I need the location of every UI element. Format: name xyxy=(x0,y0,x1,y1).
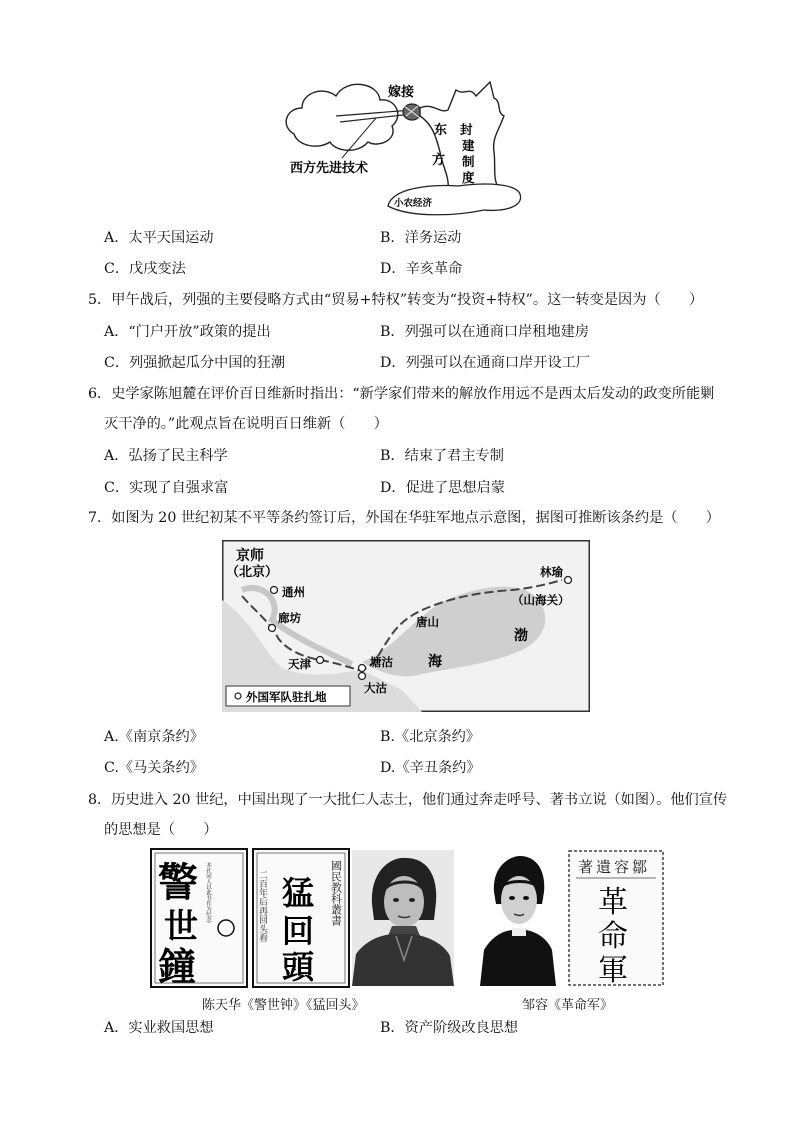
book2-title-3: 頭 xyxy=(282,948,315,986)
portrait-chen-tianhua xyxy=(352,850,454,986)
q5-option-a: A．“门户开放”政策的提出 xyxy=(104,324,271,340)
label-soil: 小农经济 xyxy=(394,198,433,209)
q5-option-b: B．列强可以在通商口岸租地建房 xyxy=(380,324,590,340)
q6-stem-line2: 灭干净的。”此观点旨在说明百日维新（ ） xyxy=(104,416,388,432)
book3-title-3: 軍 xyxy=(598,953,628,986)
label-feudal-1: 封 xyxy=(460,122,473,137)
book3-title-2: 命 xyxy=(598,919,628,954)
map-label-linyu: 林瑜 xyxy=(540,565,563,579)
caption-zou-rong: 邹容《革命军》 xyxy=(522,998,614,1013)
caption-chen-tianhua: 陈天华《警世钟》《猛回头》 xyxy=(202,998,365,1013)
map-label-tianjin: 天津 xyxy=(288,657,311,671)
map-legend-text: 外国军队驻扎地 xyxy=(246,690,327,704)
grafting-figure xyxy=(280,72,540,220)
map-label-tangshan: 唐山 xyxy=(416,615,439,629)
book3-title-1: 革 xyxy=(598,885,628,920)
portrait-zou-rong xyxy=(478,852,558,986)
q8-stem-line2: 的思想是（ ） xyxy=(104,822,218,838)
label-feudal-2: 建 xyxy=(462,138,475,153)
label-west: 西方先进技术 xyxy=(290,161,369,176)
map-label-dagu: 大沽 xyxy=(364,681,387,695)
map-label-tongzhou: 通州 xyxy=(282,585,305,599)
label-feudal-4: 度 xyxy=(462,170,475,185)
map-label-tanggu: 塘沽 xyxy=(370,655,393,669)
map-label-langfang: 廊坊 xyxy=(278,611,301,625)
book2-note: 二百年后再回头看 xyxy=(257,870,267,942)
q6-option-d: D．促进了思想启蒙 xyxy=(380,480,505,496)
book-menghuitou-cover xyxy=(252,848,350,988)
book2-title-1: 猛 xyxy=(282,874,315,912)
q7-option-c: C.《马关条约》 xyxy=(104,760,204,776)
q7-option-d: D.《辛丑条约》 xyxy=(380,760,481,776)
q7-stem: 7．如图为 20 世纪初某不平等条约签订后，外国在华驻军地点示意图，据图可推断该条约是（ ） xyxy=(88,510,720,526)
q8-option-b: B．资产阶级改良思想 xyxy=(380,1020,519,1036)
book-gemingjun-cover xyxy=(568,850,664,986)
map-label-hai: 海 xyxy=(428,654,442,670)
map-label-shanhaiguan: （山海关） xyxy=(512,593,570,607)
q5-stem: 5．甲午战后，列强的主要侵略方式由“贸易+特权”转变为“投资+特权”。这一转变是因为（ ） xyxy=(88,292,704,308)
q8-option-a: A．实业救国思想 xyxy=(104,1020,214,1036)
label-feudal-3: 制 xyxy=(462,154,475,169)
q4-option-a: A．太平天国运动 xyxy=(104,230,214,246)
q7-option-b: B.《北京条约》 xyxy=(380,729,481,745)
book-jingshizhong-cover xyxy=(150,848,248,988)
book1-side: 本社同人以此书作为纪念 xyxy=(205,862,211,923)
label-east-1: 东 xyxy=(434,123,448,138)
q4-option-c: C．戊戌变法 xyxy=(104,261,186,277)
q6-option-b: B．结束了君主专制 xyxy=(380,448,504,464)
garrison-map xyxy=(222,540,590,712)
book2-side: 國民教科叢書 xyxy=(329,860,343,926)
q5-option-d: D．列强可以在通商口岸开设工厂 xyxy=(380,355,591,371)
q5-option-c: C．列强掀起瓜分中国的狂潮 xyxy=(104,355,286,371)
q4-option-d: D．辛亥革命 xyxy=(380,261,463,277)
q7-option-a: A.《南京条约》 xyxy=(104,729,204,745)
book1-title-3: 鐘 xyxy=(158,945,197,988)
map-label-beijing: （北京） xyxy=(226,565,279,580)
book1-title-2: 世 xyxy=(164,907,198,947)
map-label-bo: 渤 xyxy=(514,628,528,644)
label-east-2: 方 xyxy=(432,153,446,168)
label-graft: 嫁接 xyxy=(388,85,415,100)
q6-stem-line1: 6．史学家陈旭麓在评价百日维新时指出：“新学家们带来的解放作用远不是西太后发动的政变所能剿 xyxy=(88,386,715,402)
q6-option-c: C．实现了自强求富 xyxy=(104,480,229,496)
book2-title-2: 回 xyxy=(282,912,315,950)
book1-title-1: 警 xyxy=(158,860,198,906)
book3-top: 著遺容鄒 xyxy=(578,858,651,876)
q4-option-b: B．洋务运动 xyxy=(380,230,462,246)
q8-stem-line1: 8．历史进入 20 世纪，中国出现了一大批仁人志士，他们通过奔走呼号、著书立说（如图）。他们宣传 xyxy=(88,792,728,808)
map-label-capital: 京师 xyxy=(236,548,264,564)
q6-option-a: A．弘扬了民主科学 xyxy=(104,448,228,464)
